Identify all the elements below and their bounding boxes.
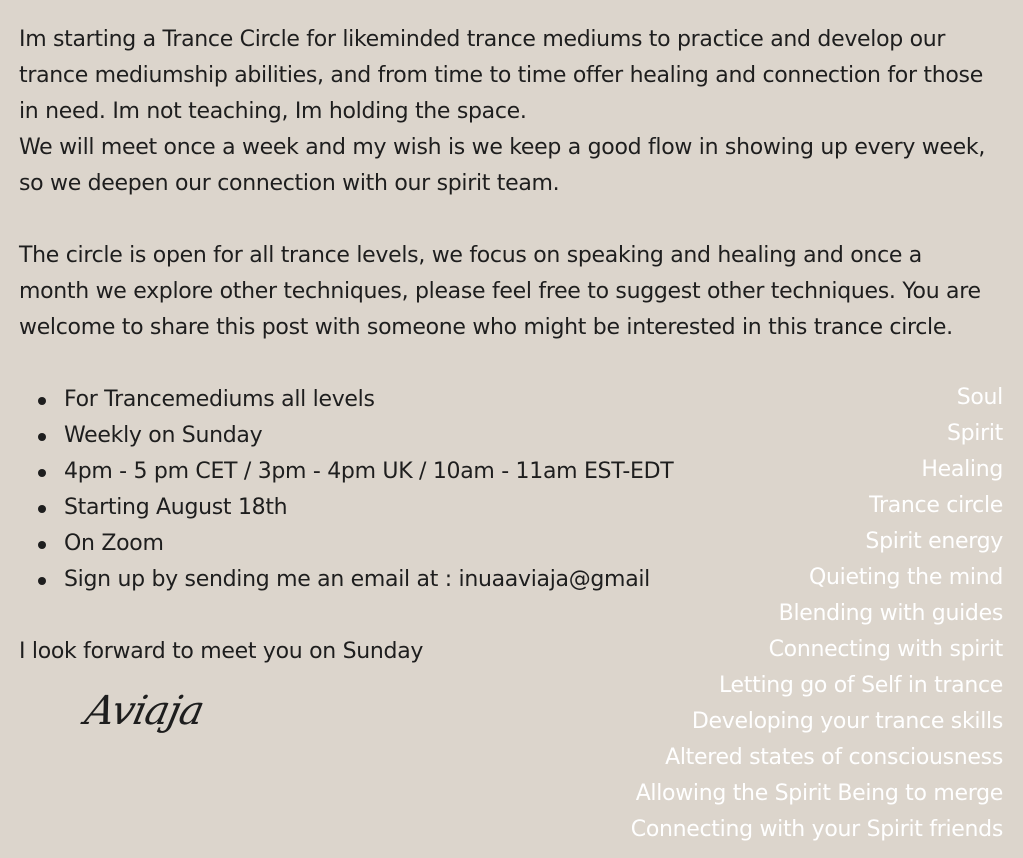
paragraph-spacer bbox=[19, 202, 1009, 238]
bullet-time: 4pm - 5 pm CET / 3pm - 4pm UK / 10am - 11am EST-EDT bbox=[19, 454, 1009, 490]
keyword-item: Connecting with spirit bbox=[768, 637, 1003, 662]
keyword-item: Altered states of consciousness bbox=[665, 745, 1003, 770]
keyword-item: Spirit bbox=[946, 421, 1003, 446]
keyword-item: Connecting with your Spirit friends bbox=[630, 817, 1003, 842]
keyword-item: Soul bbox=[956, 385, 1003, 410]
keyword-item: Spirit energy bbox=[865, 529, 1003, 554]
keyword-item: Allowing the Spirit Being to merge bbox=[635, 781, 1003, 806]
details-line-3: welcome to share this post with someone who might be interested in this trance circle. bbox=[19, 315, 953, 340]
bullet-signup: Sign up by sending me an email at : inuaaviaja@gmail bbox=[19, 562, 1009, 598]
bullet-platform: On Zoom bbox=[19, 526, 1009, 562]
keyword-item: Letting go of Self in trance bbox=[718, 673, 1003, 698]
signature: Aviaja bbox=[81, 688, 208, 734]
intro-line-5: so we deepen our connection with our spirit team. bbox=[19, 171, 560, 196]
keyword-item: Healing bbox=[921, 457, 1003, 482]
keyword-item: Quieting the mind bbox=[809, 565, 1003, 590]
bullet-frequency: Weekly on Sunday bbox=[19, 418, 1009, 454]
intro-line-3: in need. Im not teaching, Im holding the space. bbox=[19, 99, 527, 124]
intro-line-2: trance mediumship abilities, and from time to time offer healing and connection for those bbox=[19, 63, 983, 88]
intro-line-1: Im starting a Trance Circle for likeminded trance mediums to practice and develop our bbox=[19, 27, 946, 52]
details-line-2: month we explore other techniques, please feel free to suggest other techniques. You are bbox=[19, 279, 981, 304]
bullet-start-date: Starting August 18th bbox=[19, 490, 1009, 526]
keyword-item: Developing your trance skills bbox=[691, 709, 1003, 734]
keyword-item: Trance circle bbox=[869, 493, 1003, 518]
intro-line-4: We will meet once a week and my wish is we keep a good flow in showing up every week, bbox=[19, 135, 986, 160]
keyword-item: Blending with guides bbox=[778, 601, 1003, 626]
closing-line: I look forward to meet you on Sunday bbox=[19, 639, 424, 664]
details-line-1: The circle is open for all trance levels, we focus on speaking and healing and once a bbox=[19, 243, 922, 268]
bullet-audience: For Trancemediums all levels bbox=[19, 382, 1009, 418]
keyword-list bbox=[583, 380, 1003, 848]
paragraph-spacer bbox=[19, 346, 1009, 382]
